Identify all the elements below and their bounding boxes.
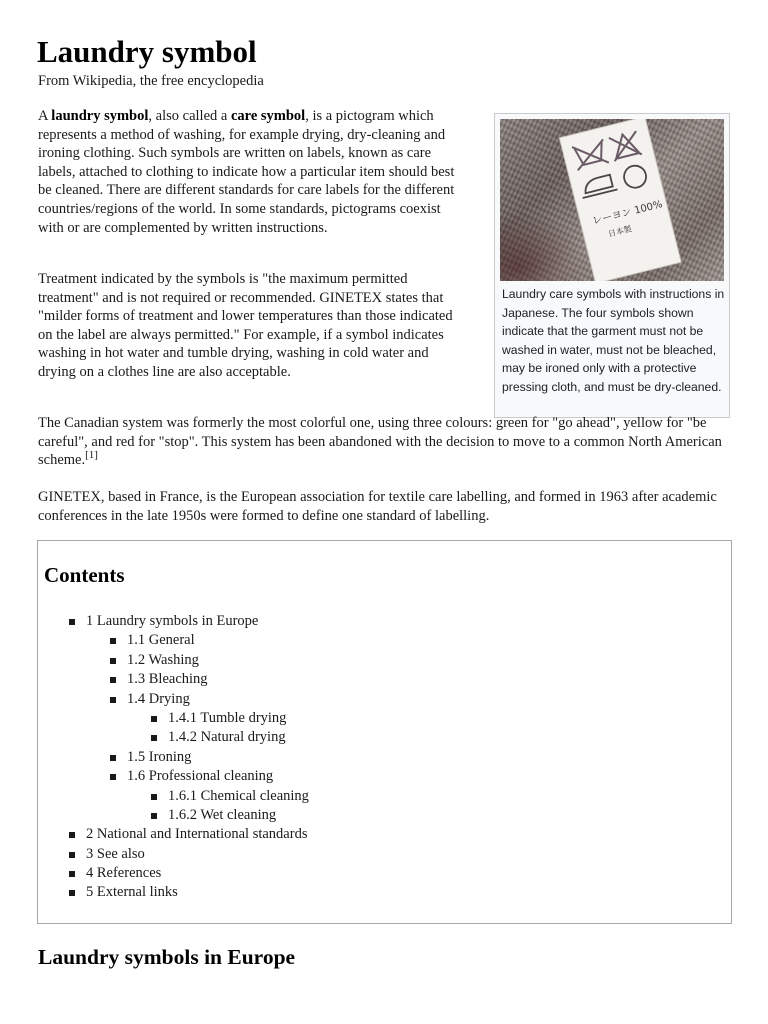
treatment-paragraph: Treatment indicated by the symbols is "the maximum permitted treatment" and is not required or recommended. GINETEX states that "milder forms of treatment and lower temperatures than those indicated on the label are always permitted." For example, if a symbol indicates washing in hot water and tumble drying, washing in cold water and drying on a clothes line are also acceptable. xyxy=(38,271,453,380)
lead-text-b: , also called a xyxy=(148,108,231,124)
toc-item-label[interactable]: 1 Laundry symbols in Europe xyxy=(86,613,259,629)
canada-paragraph xyxy=(38,414,738,470)
bullet-icon xyxy=(110,658,116,664)
toc-item[interactable] xyxy=(38,806,731,825)
toc-item-label[interactable]: 1.2 Washing xyxy=(127,651,199,668)
figure-caption: Laundry care symbols with instructions in Japanese. The four symbols shown indicate that the garment must not be washed in water, must not be bleached, may be ironed only with a protective pressing cloth, and must be dry-cleaned. xyxy=(502,287,725,394)
toc-item[interactable] xyxy=(38,825,731,844)
bullet-icon xyxy=(110,677,116,683)
toc-item[interactable] xyxy=(38,690,731,709)
toc-item[interactable] xyxy=(38,670,731,689)
toc-item[interactable] xyxy=(38,883,731,902)
bullet-icon xyxy=(69,871,75,877)
bullet-icon xyxy=(151,813,157,819)
site-tagline: From Wikipedia, the free encyclopedia xyxy=(38,73,264,89)
toc-item[interactable] xyxy=(38,728,731,747)
toc-item-label[interactable]: 1.6.2 Wet cleaning xyxy=(168,806,277,823)
care-label-illustration xyxy=(500,119,724,281)
toc-item-label[interactable]: 1.1 General xyxy=(127,632,195,649)
bullet-icon xyxy=(69,619,75,625)
lead-text-a: A xyxy=(38,108,52,124)
label-fiber-text: レーヨン 100% xyxy=(591,199,664,228)
toc-item-label[interactable]: 4 References xyxy=(86,865,162,882)
thumbnail-figure xyxy=(494,113,730,418)
toc-item[interactable] xyxy=(38,787,731,806)
reference-link[interactable]: [1] xyxy=(85,449,98,462)
toc-item-label[interactable]: 1.6.1 Chemical cleaning xyxy=(168,787,309,804)
toc-title: Contents xyxy=(44,563,125,587)
bullet-icon xyxy=(151,735,157,741)
bullet-icon xyxy=(110,774,116,780)
toc-item[interactable] xyxy=(38,845,731,864)
term-care-symbol: care symbol xyxy=(230,108,306,124)
bullet-icon xyxy=(69,890,75,896)
toc-item-label[interactable]: 2 National and International standards xyxy=(86,826,308,843)
canada-text: The Canadian system was formerly the most colorful one, using three colours: green for "go ahead", yellow for "be careful", and red for "stop". This system has been abandoned with the decision to move to a common North American scheme. xyxy=(38,415,722,469)
bullet-icon xyxy=(69,832,75,838)
bullet-icon xyxy=(110,697,116,703)
toc-item[interactable] xyxy=(38,748,731,767)
label-origin-text: 日本製 xyxy=(607,224,633,239)
term-laundry-symbol: laundry symbol xyxy=(51,108,149,124)
toc-item-label[interactable]: 1.6 Professional cleaning xyxy=(127,768,274,785)
toc-item-label[interactable]: 3 See also xyxy=(86,845,145,862)
toc-item[interactable] xyxy=(38,767,731,786)
bullet-icon xyxy=(151,794,157,800)
bullet-icon xyxy=(151,716,157,722)
bullet-icon xyxy=(69,852,75,858)
toc-item-label[interactable]: 1.5 Ironing xyxy=(127,748,192,765)
toc-item[interactable] xyxy=(38,864,731,883)
toc-item-label[interactable]: 1.3 Bleaching xyxy=(127,671,208,688)
page-title: Laundry symbol xyxy=(37,34,257,69)
toc-item[interactable] xyxy=(38,709,731,728)
toc-list xyxy=(38,612,731,903)
section-heading: Laundry symbols in Europe xyxy=(38,945,296,969)
toc-item-label[interactable]: 1.4.2 Natural drying xyxy=(168,729,286,746)
bullet-icon xyxy=(110,755,116,761)
toc-item[interactable] xyxy=(38,651,731,670)
toc-item-label[interactable]: 1.4.1 Tumble drying xyxy=(168,709,287,726)
care-label-photo[interactable] xyxy=(500,119,724,281)
bullet-icon xyxy=(110,638,116,644)
toc-item[interactable] xyxy=(38,631,731,650)
lead-text-c: , is a pictogram which represents a method of washing, for example drying, dry-cleaning and ironing clothing. Such symbols are written on labels, known as care labels, attached to clothing to indicate how a particular item should best be cleaned. There are different standards for care labels for the different countries/regions of the world. In some standards, pictograms coexist with or are complemented by written instructions. xyxy=(38,108,455,236)
ginetex-paragraph: GINETEX, based in France, is the European association for textile care labelling, and formed in 1963 after academic conferences in the late 1950s were formed to define one standard of labelling. xyxy=(38,489,717,524)
toc-item-label[interactable]: 5 External links xyxy=(86,884,178,901)
toc-item[interactable] xyxy=(38,612,731,631)
toc-item-label[interactable]: 1.4 Drying xyxy=(127,690,190,707)
lead-paragraph xyxy=(38,107,468,237)
table-of-contents xyxy=(37,540,732,924)
